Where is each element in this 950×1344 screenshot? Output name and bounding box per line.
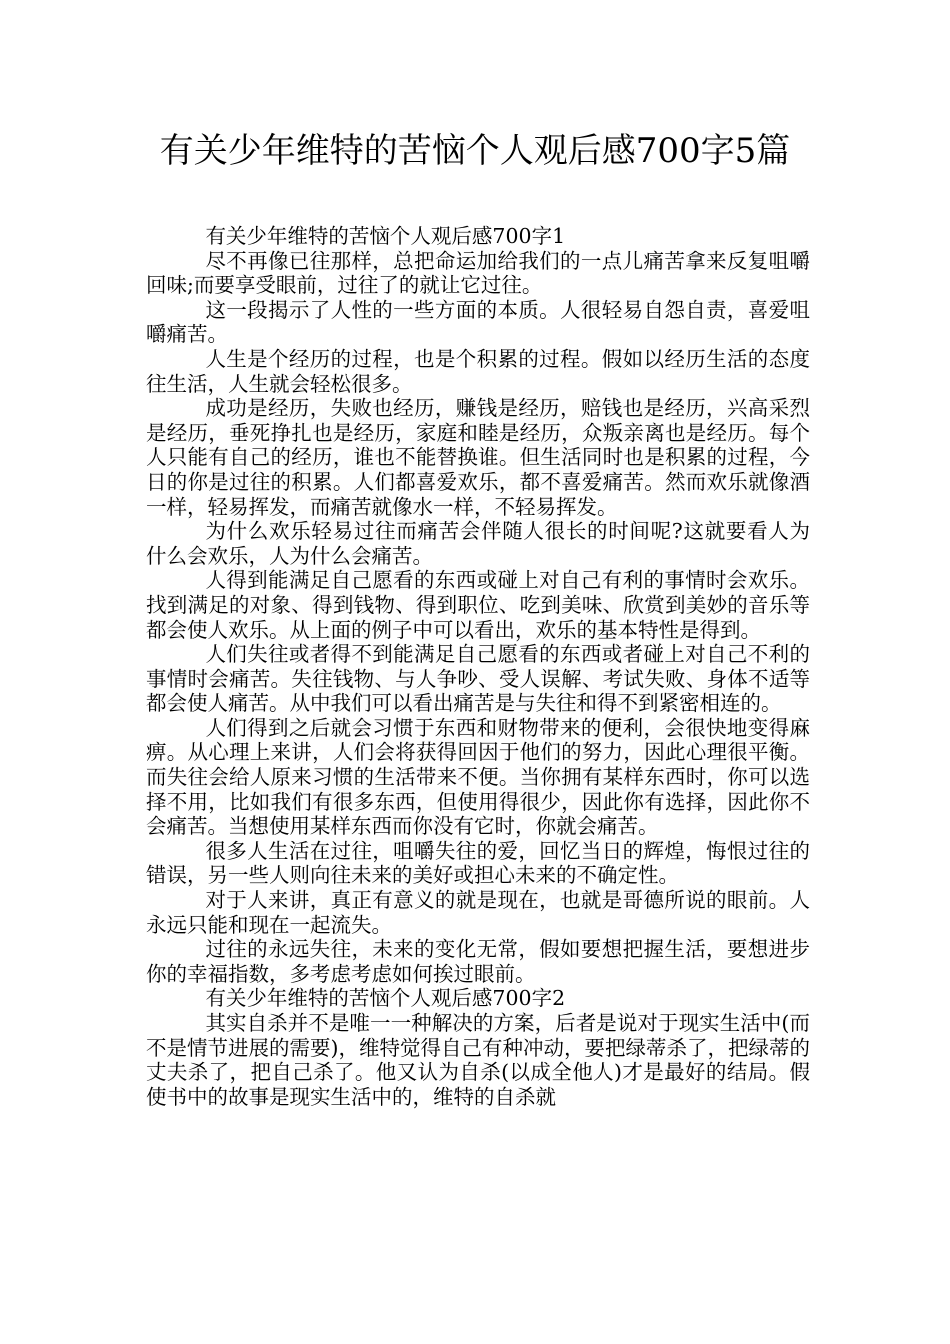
paragraph: 对于人来讲，真正有意义的就是现在，也就是哥德所说的眼前。人永远只能和现在一起流失。 xyxy=(146,888,810,937)
subheading-part-1: 有关少年维特的苦恼个人观后感700字1 xyxy=(205,224,566,248)
document-body xyxy=(146,224,810,1109)
paragraph: 这一段揭示了人性的一些方面的本质。人很轻易自怨自责，喜爱咀嚼痛苦。 xyxy=(146,297,810,347)
paragraph: 人们失往或者得不到能满足自己愿看的东西或者碰上对自己不利的事情时会痛苦。失往钱物、与人争吵、受人误解、考试失败、身体不适等都会使人痛苦。从中我们可以看出痛苦是与失往和得不到紧密相连的。 xyxy=(146,642,810,716)
paragraph: 其实自杀并不是唯一一种解决的方案，后者是说对于现实生活中(而不是情节进展的需要)，维特觉得自己有种冲动，要把绿蒂杀了，把绿蒂的丈夫杀了，把自己杀了。他又认为自杀(以成全他人)才是最好的结局。假使书中的故事是现实生活中的，维特的自杀就 xyxy=(146,1011,810,1109)
paragraph: 人得到能满足自己愿看的东西或碰上对自己有利的事情时会欢乐。找到满足的对象、得到钱物、得到职位、吃到美味、欣赏到美妙的音乐等都会使人欢乐。从上面的例子中可以看出，欢乐的基本特性是得到。 xyxy=(146,568,810,642)
paragraph: 为什么欢乐轻易过往而痛苦会伴随人很长的时间呢?这就要看人为什么会欢乐，人为什么会痛苦。 xyxy=(146,519,810,568)
paragraph: 很多人生活在过往，咀嚼失往的爱，回忆当日的辉煌，悔恨过往的错误，另一些人则向往未来的美好或担心未来的不确定性。 xyxy=(146,838,810,888)
paragraph: 成功是经历，失败也经历，赚钱是经历，赔钱也是经历，兴高采烈是经历，垂死挣扎也是经历，家庭和睦是经历，众叛亲离也是经历。每个人只能有自己的经历，谁也不能替换谁。但生活同时也是积累的过程，今日的你是过往的积累。人们都喜爱欢乐，都不喜爱痛苦。然而欢乐就像酒一样，轻易挥发，而痛苦就像水一样，不轻易挥发。 xyxy=(146,396,810,519)
paragraph: 人们得到之后就会习惯于东西和财物带来的便利，会很快地变得麻痹。从心理上来讲，人们会将获得回因于他们的努力，因此心理很平衡。而失往会给人原来习惯的生活带来不便。当你拥有某样东西时，你可以选择不用，比如我们有很多东西，但使用得很少，因此你有选择，因此你不会痛苦。当想使用某样东西而你没有它时，你就会痛苦。 xyxy=(146,715,810,839)
paragraph: 尽不再像已往那样，总把命运加给我们的一点儿痛苦拿来反复咀嚼回味;而要享受眼前，过往了的就让它过往。 xyxy=(146,248,810,298)
paragraph: 人生是个经历的过程，也是个积累的过程。假如以经历生活的态度往生活，人生就会轻松很多。 xyxy=(146,346,810,396)
document-title: 有关少年维特的苦恼个人观后感700字5篇 xyxy=(159,131,791,171)
paragraph: 过往的永远失往，未来的变化无常，假如要想把握生活，要想进步你的幸福指数，多考虑考虑如何挨过眼前。 xyxy=(146,937,810,986)
subheading-part-2: 有关少年维特的苦恼个人观后感700字2 xyxy=(205,986,566,1011)
